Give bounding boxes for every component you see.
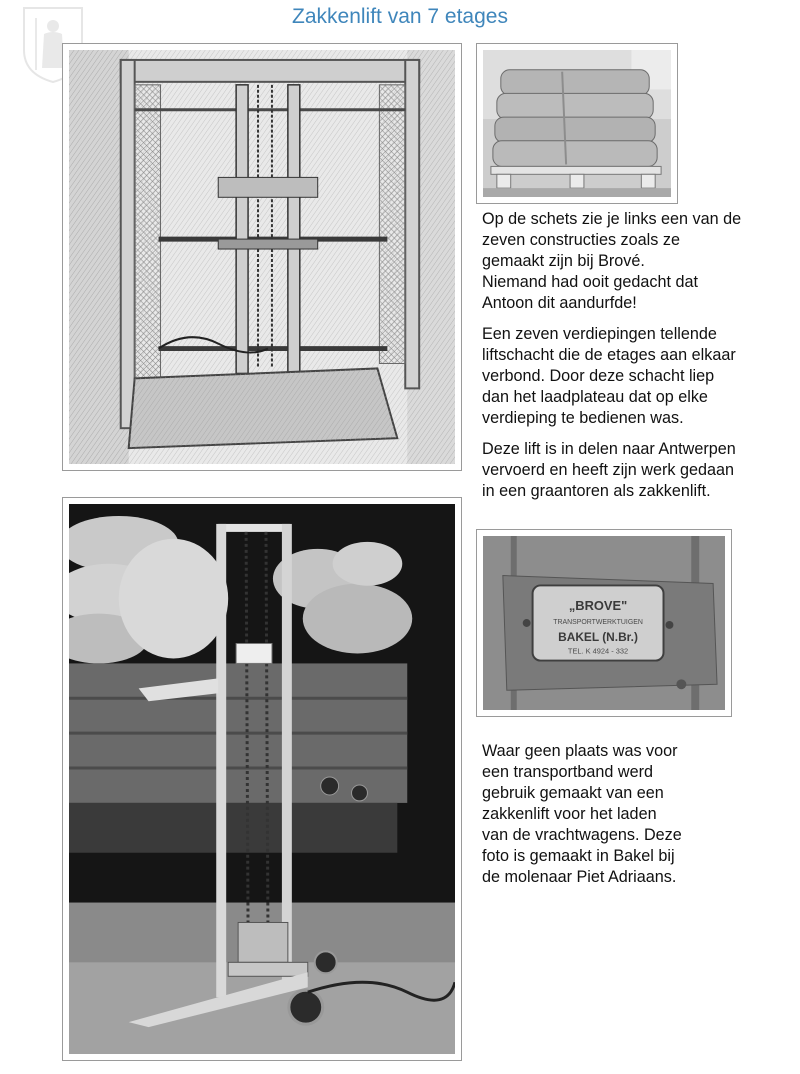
intro-text	[482, 209, 782, 512]
intro-paragraph-2: Een zeven verdiepingen tellende liftschacht die de etages aan elkaar verbond. Door deze schacht liep dan het laadplateau dat op elke verdieping te bedienen was.	[482, 325, 736, 427]
bag-lift-truck-photo	[62, 497, 462, 1061]
caption-text: Waar geen plaats was voor een transportband werd gebruik gemaakt van een zakkenlift voor het laden van de vrachtwagens. Deze foto is gemaakt in Bakel bij de molenaar Piet Adriaans.	[482, 742, 682, 886]
intro-paragraph-3: Deze lift is in delen naar Antwerpen vervoerd en heeft zijn werk gedaan in een graantoren als zakkenlift.	[482, 440, 736, 500]
page-title: Zakkenlift van 7 etages	[292, 5, 508, 28]
intro-paragraph-1: Op de schets zie je links een van de zeven constructies zoals ze gemaakt zijn bij Brové. Niemand had ooit gedacht dat Antoon dit aandurfde!	[482, 210, 742, 312]
nameplate-brand: „BROVE"	[568, 598, 628, 614]
brove-nameplate-photo	[476, 529, 732, 717]
nameplate-subtitle: TRANSPORTWERKTUIGEN	[553, 618, 643, 626]
lift-shaft-sketch-image	[62, 43, 462, 471]
nameplate-location: BAKEL (N.Br.)	[558, 629, 638, 644]
nameplate-phone: TEL. K 4924 - 332	[567, 646, 629, 656]
stacked-bags-photo	[476, 43, 678, 204]
